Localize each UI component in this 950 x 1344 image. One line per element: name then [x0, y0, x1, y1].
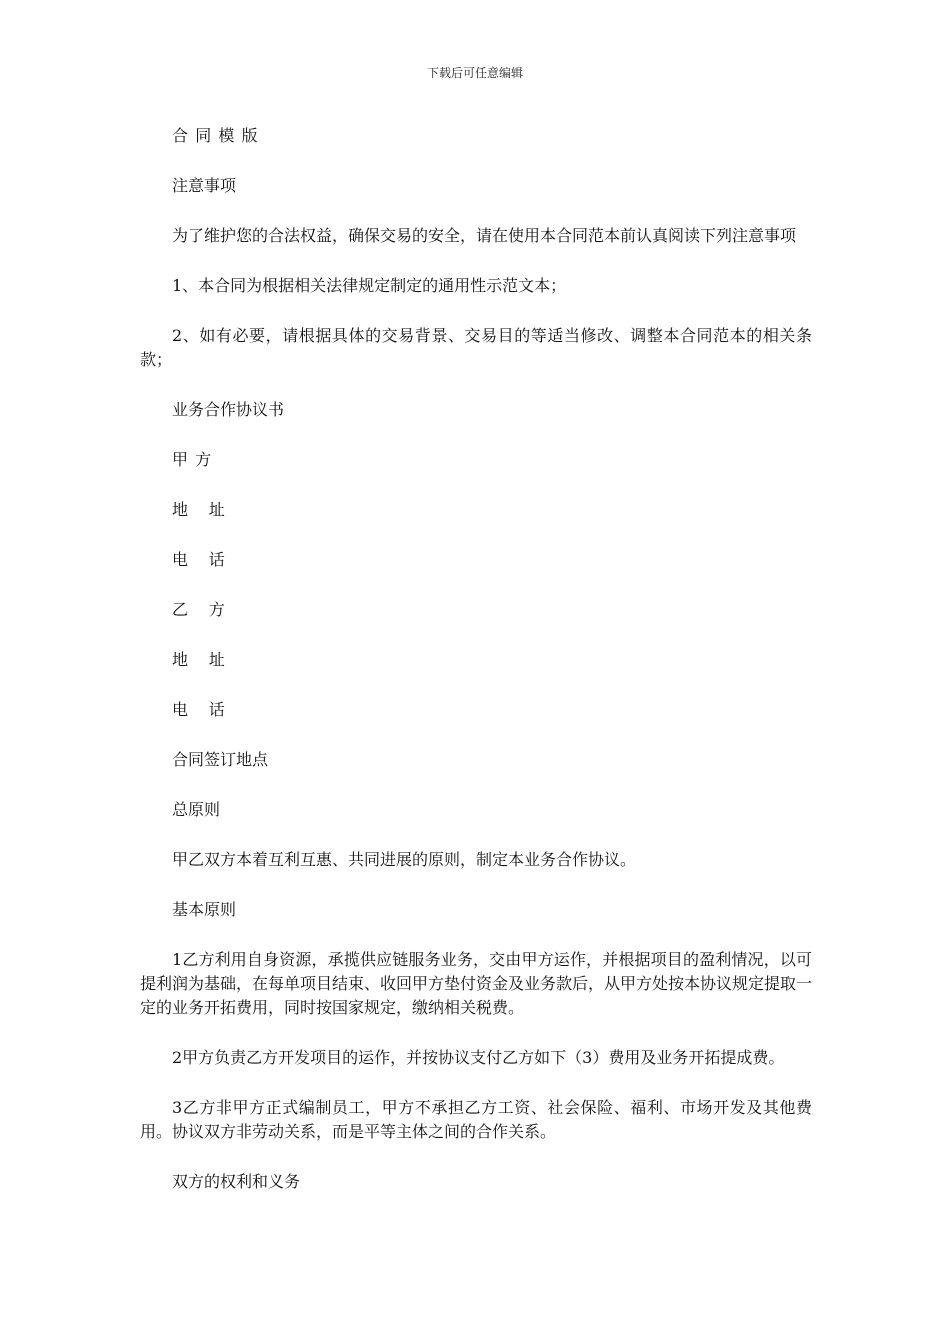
party-b-label: 乙方 — [172, 600, 246, 619]
basic-principle-2: 2甲方负责乙方开发项目的运作，并按协议支付乙方如下（3）费用及业务开拓提成费。 — [172, 1048, 785, 1067]
basic-principle-3: 3乙方非甲方正式编制员工，甲方不承担乙方工资、社会保险、福利、市场开发及其他费用。协议双方非劳动关系，而是平等主体之间的合作关系。 — [140, 1098, 812, 1141]
agreement-title: 业务合作协议书 — [172, 400, 285, 419]
notice-item-2: 2、如有必要，请根据具体的交易背景、交易目的等适当修改、调整本合同范本的相关条款； — [140, 326, 812, 369]
basic-principles-heading: 基本原则 — [172, 900, 237, 919]
party-a-address-label: 地址 — [172, 500, 246, 519]
general-principle-heading: 总原则 — [172, 800, 221, 819]
notice-heading: 注意事项 — [172, 176, 237, 195]
signing-location-label: 合同签订地点 — [172, 750, 269, 769]
general-principle-text: 甲乙双方本着互利互惠、共同进展的原则，制定本业务合作协议。 — [172, 850, 637, 869]
party-b-address-label: 地址 — [172, 650, 246, 669]
party-b-phone-label: 电话 — [172, 700, 246, 719]
notice-item-1: 1、本合同为根据相关法律规定制定的通用性示范文本； — [172, 276, 567, 295]
party-a-label: 甲方 — [172, 450, 219, 469]
page-header: 下载后可任意编辑 — [426, 66, 523, 80]
doc-title: 合同模版 — [172, 126, 265, 145]
notice-intro: 为了维护您的合法权益，确保交易的安全，请在使用本合同范本前认真阅读下列注意事项 — [172, 226, 797, 245]
rights-obligations-heading: 双方的权利和义务 — [172, 1172, 301, 1191]
document-body — [140, 124, 812, 1220]
party-a-phone-label: 电话 — [172, 550, 246, 569]
basic-principle-1: 1乙方利用自身资源，承揽供应链服务业务，交由甲方运作，并根据项目的盈利情况，以可提利润为基础，在每单项目结束、收回甲方垫付资金及业务款后，从甲方处按本协议规定提取一定的业务开拓费用，同时按国家规定，缴纳相关税费。 — [140, 950, 813, 1017]
